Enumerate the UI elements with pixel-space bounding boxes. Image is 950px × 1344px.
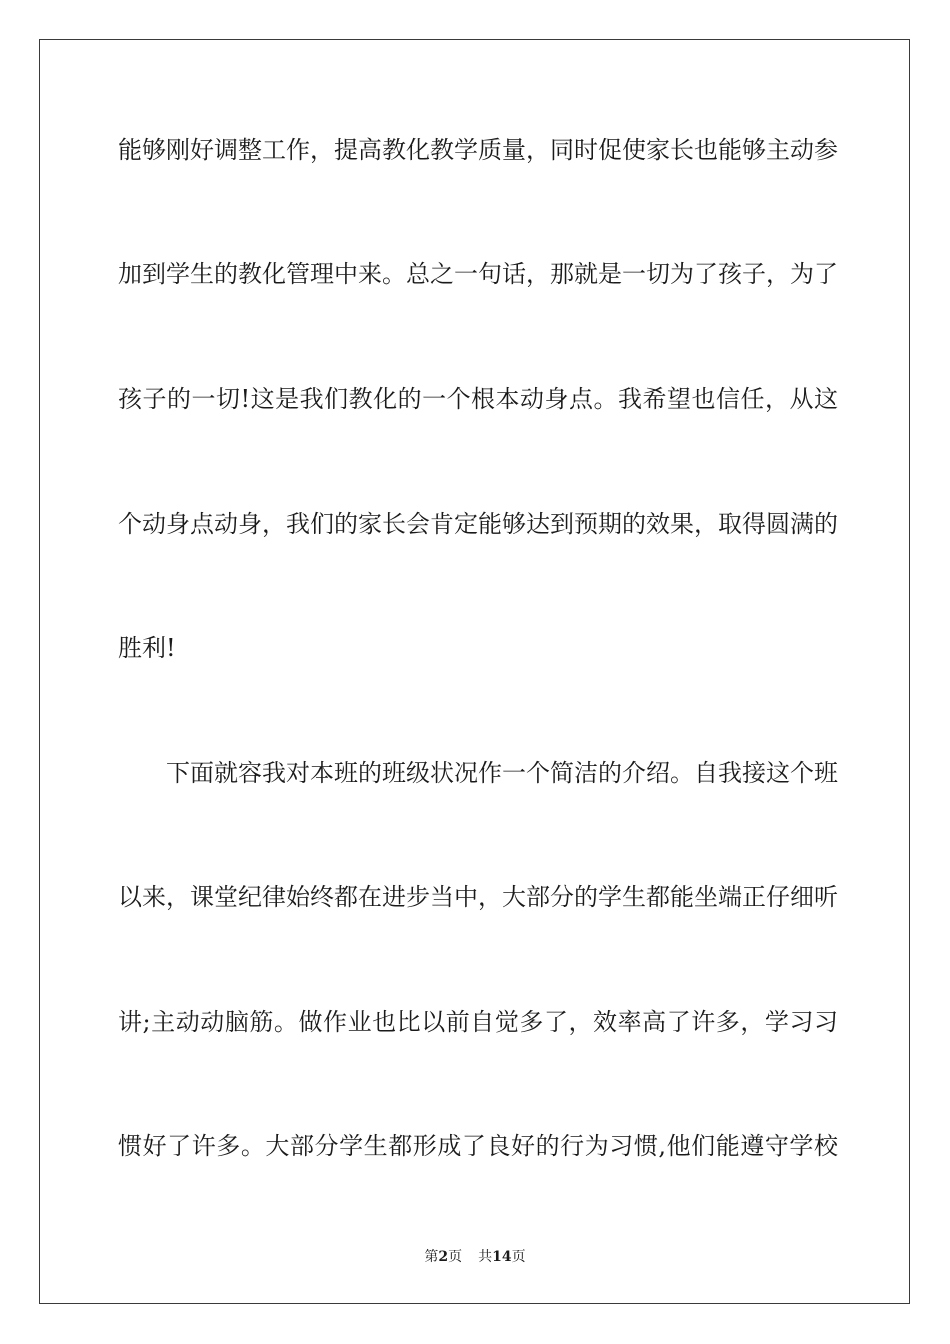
total-suffix: 页 xyxy=(511,1249,526,1265)
total-prefix: 共 xyxy=(478,1249,493,1265)
page-suffix: 页 xyxy=(448,1249,463,1265)
text-line-9: 惯好了许多。大部分学生都形成了良好的行为习惯,他们能遵守学校 xyxy=(118,1132,838,1160)
page-total: 14 xyxy=(492,1249,512,1265)
page-border xyxy=(39,39,910,1304)
text-line-6: 下面就容我对本班的班级状况作一个简洁的介绍。自我接这个班 xyxy=(166,759,838,787)
page-current: 2 xyxy=(438,1249,449,1265)
text-line-5: 胜利! xyxy=(118,634,176,662)
page-footer xyxy=(0,1248,950,1266)
text-line-2: 加到学生的教化管理中来。总之一句话，那就是一切为了孩子，为了 xyxy=(118,260,838,288)
text-line-8: 讲;主动动脑筋。做作业也比以前自觉多了，效率高了许多，学习习 xyxy=(118,1008,838,1036)
page-prefix: 第 xyxy=(424,1249,439,1265)
text-line-3: 孩子的一切!这是我们教化的一个根本动身点。我希望也信任，从这 xyxy=(118,385,838,413)
text-line-1: 能够刚好调整工作，提高教化教学质量，同时促使家长也能够主动参 xyxy=(118,136,838,164)
text-line-4: 个动身点动身，我们的家长会肯定能够达到预期的效果，取得圆满的 xyxy=(118,510,838,538)
text-line-7: 以来，课堂纪律始终都在进步当中，大部分的学生都能坐端正仔细听 xyxy=(118,883,838,911)
